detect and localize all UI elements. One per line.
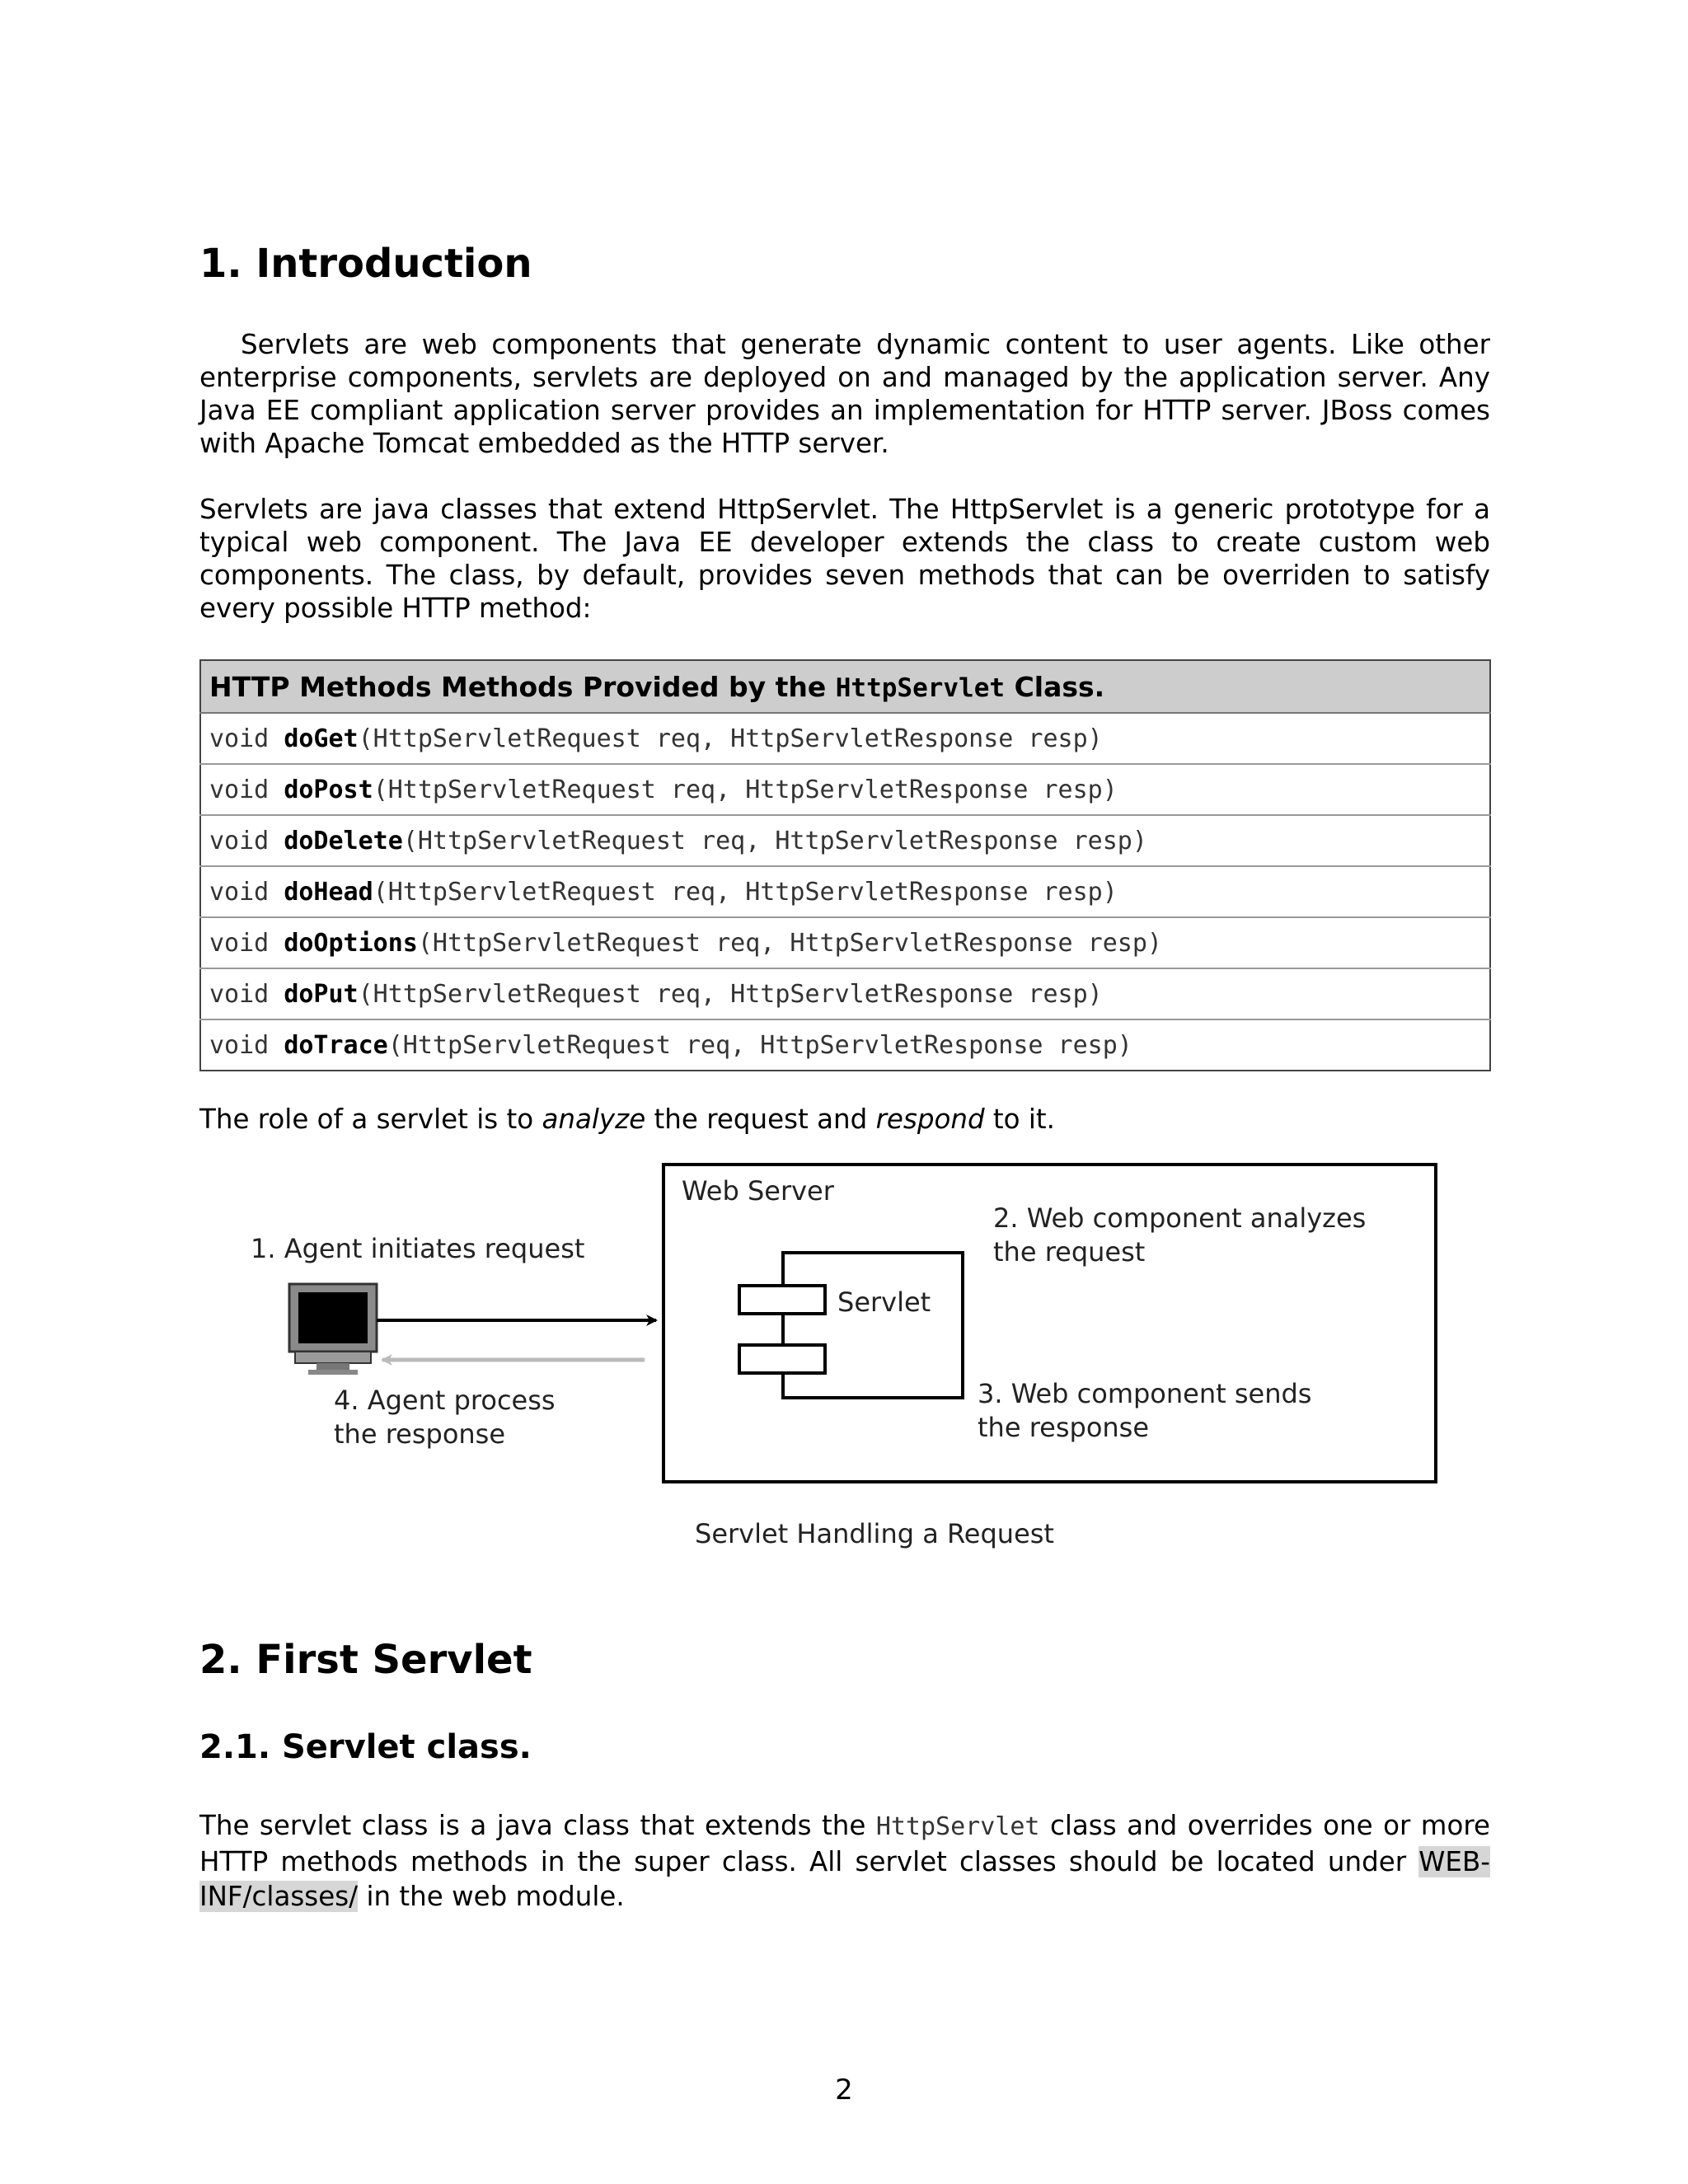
section-1-heading: 1. Introduction (199, 241, 532, 287)
step-2-label-line2: the request (993, 1236, 1146, 1268)
computer-monitor-icon (289, 1284, 377, 1375)
table-header-suffix: Class. (1014, 670, 1105, 703)
table-row (200, 815, 1490, 866)
method-params: (HttpServletRequest req, HttpServletResponse resp) (373, 775, 1118, 804)
return-type: void (209, 877, 270, 907)
method-params: (HttpServletRequest req, HttpServletResponse resp) (387, 1030, 1132, 1060)
subsection-2-1-heading: 2.1. Servlet class. (199, 1728, 532, 1766)
http-methods-table (199, 659, 1491, 1071)
method-name: doGet (284, 724, 359, 753)
inline-code-httpservlet: HttpServlet (875, 1812, 1040, 1841)
method-signature (200, 764, 1490, 815)
table-row (200, 866, 1490, 917)
role-text-2: the request and (645, 1104, 876, 1135)
method-signature (200, 866, 1490, 917)
step-2-label-line1: 2. Web component analyzes (993, 1202, 1367, 1234)
role-sentence (199, 1103, 1490, 1136)
diagram-caption: Servlet Handling a Request (695, 1518, 1054, 1549)
method-params: (HttpServletRequest req, HttpServletResponse resp) (402, 826, 1147, 855)
step-1-label: 1. Agent initiates request (251, 1233, 585, 1264)
servlet-class-paragraph (199, 1808, 1490, 1914)
table-header-code: HttpServlet (835, 673, 1006, 703)
servlet-component-icon (739, 1253, 963, 1398)
step-4-label-line2: the response (334, 1418, 506, 1450)
return-type: void (209, 826, 270, 855)
web-server-label: Web Server (682, 1175, 834, 1207)
method-name: doPost (284, 775, 373, 804)
method-signature (200, 917, 1490, 968)
table-header-prefix: HTTP Methods Methods Provided by the (209, 670, 827, 703)
method-signature (200, 1019, 1490, 1071)
method-signature (200, 713, 1490, 764)
method-params: (HttpServletRequest req, HttpServletResponse resp) (373, 877, 1118, 907)
return-type: void (209, 1030, 270, 1060)
method-params: (HttpServletRequest req, HttpServletResponse resp) (358, 724, 1103, 753)
step-4-label-line1: 4. Agent process (334, 1385, 556, 1416)
return-type: void (209, 979, 270, 1009)
method-name: doDelete (284, 826, 403, 855)
method-params: (HttpServletRequest req, HttpServletResponse resp) (417, 928, 1162, 958)
servlet-class-text-2: class and overrides one or more HTTP methods methods in the super class. All servlet classes should be located under (199, 1810, 1490, 1877)
table-row (200, 968, 1490, 1019)
role-text-3: to it. (984, 1104, 1055, 1135)
role-emphasis-analyze: analyze (542, 1104, 646, 1135)
table-row (200, 917, 1490, 968)
servlet-class-text-1: The servlet class is a java class that extends the (199, 1810, 876, 1841)
method-name: doTrace (284, 1030, 388, 1060)
return-type: void (209, 775, 270, 804)
method-name: doHead (284, 877, 373, 907)
role-emphasis-respond: respond (875, 1104, 985, 1135)
intro-paragraph-2: Servlets are java classes that extend HttpServlet. The HttpServlet is a generic prototype for a typical web component. The Java EE developer extends the class to create custom web components. The class, by default, provides seven methods that can be overriden to satisfy every possible HTTP method: (199, 494, 1490, 624)
return-type: void (209, 928, 270, 958)
method-signature (200, 968, 1490, 1019)
servlet-request-diagram (199, 1162, 1452, 1574)
table-row (200, 764, 1490, 815)
servlet-class-text-3: in the web module. (358, 1881, 625, 1912)
method-signature (200, 815, 1490, 866)
table-header (200, 660, 1490, 713)
role-text-1: The role of a servlet is to (199, 1104, 542, 1135)
servlet-label: Servlet (837, 1286, 931, 1318)
page-number: 2 (835, 2074, 853, 2107)
step-3-label-line1: 3. Web component sends (978, 1378, 1312, 1409)
return-type: void (209, 724, 270, 753)
table-row (200, 1019, 1490, 1071)
step-3-label-line2: the response (978, 1412, 1150, 1443)
method-name: doOptions (284, 928, 418, 958)
intro-paragraph-1: Servlets are web components that generate dynamic content to user agents. Like other enterprise components, servlets are deployed on and managed by the application server. Any Java EE compliant application server provides an implementation for HTTP server. JBoss comes with Apache Tomcat embedded as the HTTP server. (199, 329, 1490, 459)
method-name: doPut (284, 979, 359, 1009)
table-header-row (200, 660, 1490, 713)
method-params: (HttpServletRequest req, HttpServletResponse resp) (358, 979, 1103, 1009)
table-row (200, 713, 1490, 764)
section-2-heading: 2. First Servlet (199, 1637, 532, 1683)
highlighted-path: WEB-INF/classes/ (199, 1846, 1490, 1912)
